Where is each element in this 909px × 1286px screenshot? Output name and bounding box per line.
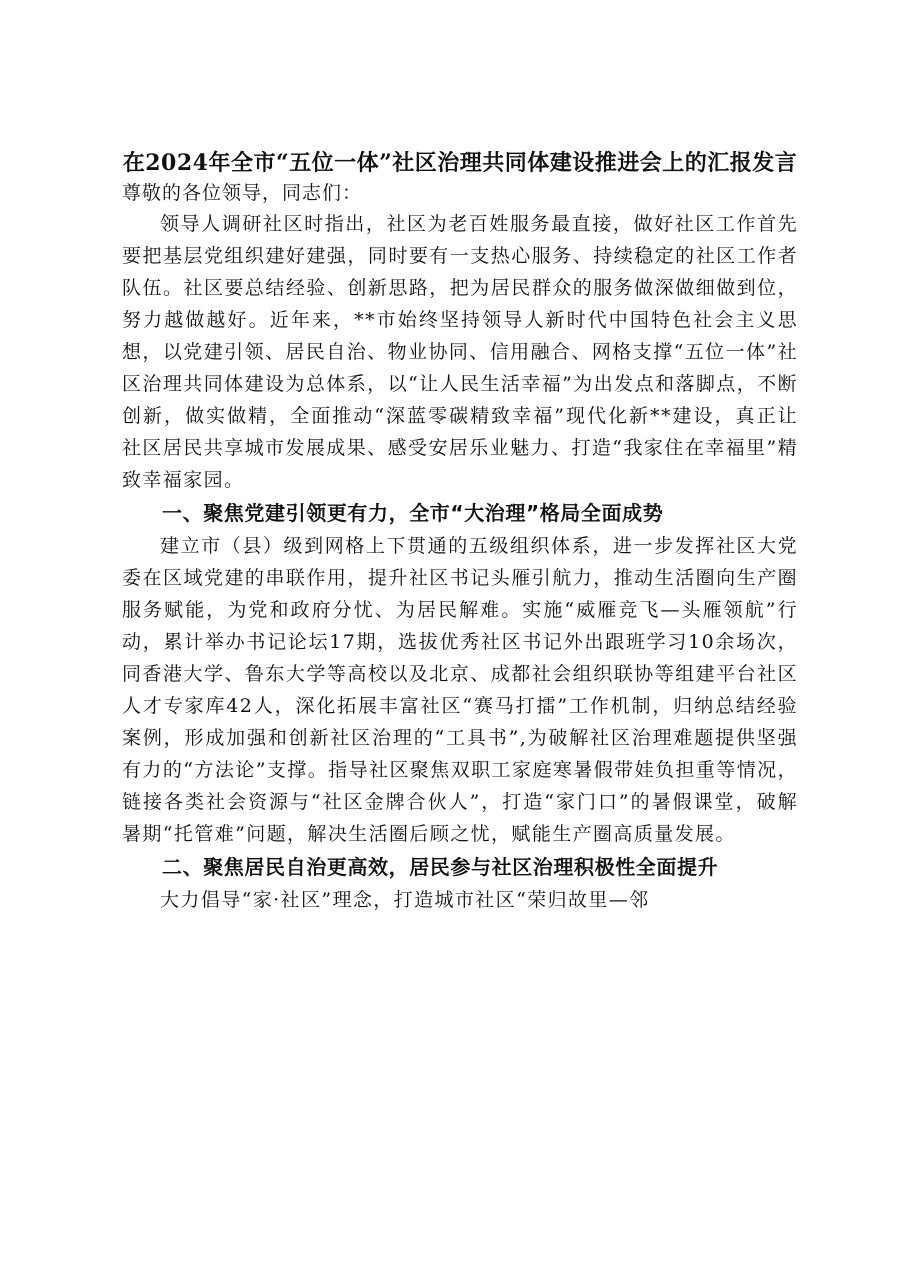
- intro-paragraph: 领导人调研社区时指出，社区为老百姓服务最直接，做好社区工作首先要把基层党组织建好建强，同时要有一支热心服务、持续稳定的社区工作者队伍。社区要总结经验、创新思路，把为居民群众的服务做深做细做到位，努力越做越好。近年来，**市始终坚持领导人新时代中国特色社会主义思想，以党建引领、居民自治、物业协同、信用融合、网格支撑“五位一体”社区治理共同体建设为总体系，以“让人民生活幸福”为出发点和落脚点，不断创新，做实做精，全面推动“深蓝零碳精致幸福”现代化新**建设，真正让社区居民共享城市发展成果、感受安居乐业魅力、打造“我家住在幸福里”精致幸福家园。: [122, 213, 798, 491]
- section-1-heading: 一、聚焦党建引领更有力，全市“大治理”格局全面成势: [162, 501, 664, 525]
- salutation: 尊敬的各位领导，同志们：: [122, 182, 363, 204]
- document-title: 在2024年全市“五位一体”社区治理共同体建设推进会上的汇报发言: [122, 150, 798, 176]
- document-body: [122, 148, 798, 916]
- section-2-heading: 二、聚焦居民自治更高效，居民参与社区治理积极性全面提升: [162, 855, 719, 879]
- section-2-paragraph: 大力倡导“家·社区”理念，打造城市社区“荣归故里—邻: [160, 889, 650, 911]
- section-1-paragraph: 建立市（县）级到网格上下贯通的五级组织体系，进一步发挥社区大党委在区域党建的串联作用，提升社区书记头雁引航力，推动生活圈向生产圈服务赋能，为党和政府分忧、为居民解难。实施“威雁竞飞—头雁领航”行动，累计举办书记论坛17期，选拔优秀社区书记外出跟班学习10余场次，同香港大学、鲁东大学等高校以及北京、成都社会组织联协等组建平台社区人才专家库42人，深化拓展丰富社区“赛马打擂”工作机制，归纳总结经验案例，形成加强和创新社区治理的“工具书”,为破解社区治理难题提供坚强有力的“方法论”支撑。指导社区聚焦双职工家庭寒暑假带娃负担重等情况，链接各类社会资源与“社区金牌合伙人”，打造“家门口”的暑假课堂，破解暑期“托管难”问题，解决生活圈后顾之忧，赋能生产圈高质量发展。: [122, 535, 798, 845]
